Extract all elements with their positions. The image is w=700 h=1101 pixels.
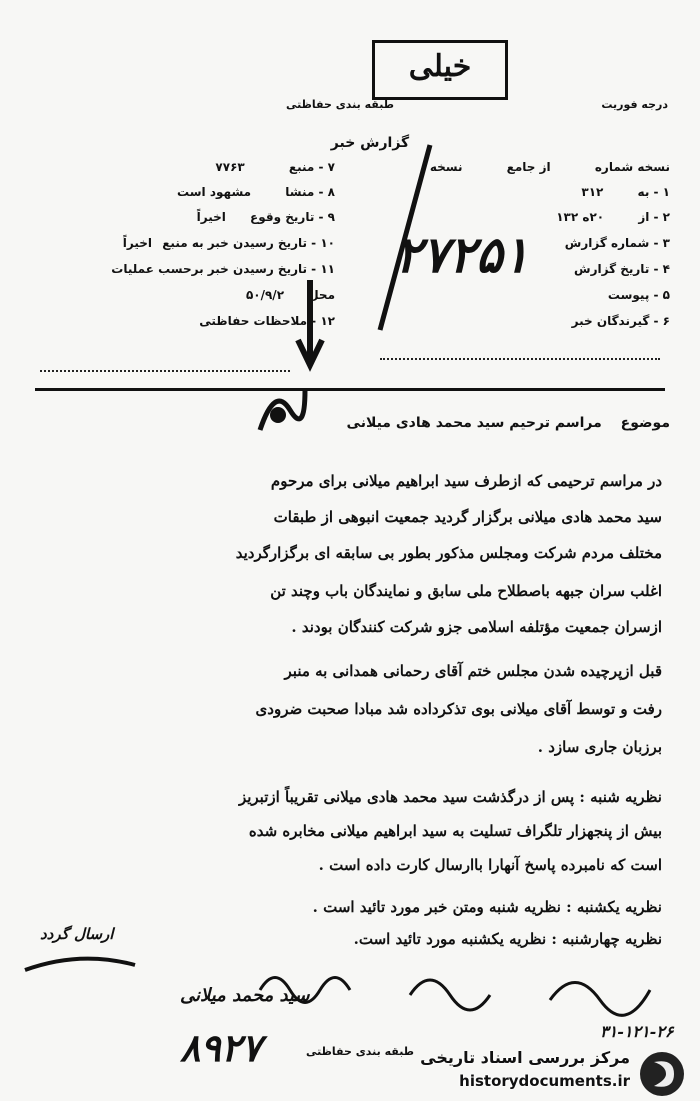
field-label: محل	[308, 288, 335, 302]
handwritten-slash	[360, 140, 450, 340]
field-value: اخیراً	[196, 210, 226, 224]
field-to	[581, 185, 670, 205]
field-label: نسخه شماره	[594, 160, 670, 174]
dotted-line	[40, 370, 290, 372]
field-value: ۵۰/۹/۲	[245, 288, 285, 302]
subject-line	[290, 415, 670, 431]
body-line: برزبان جاری سازد .	[537, 738, 662, 756]
scribble-mark	[250, 380, 310, 440]
watermark-url: historydocuments.ir	[459, 1072, 630, 1090]
margin-underline	[20, 950, 140, 980]
field-label: ۱۰ - تاریخ رسیدن خبر به منبع	[162, 236, 335, 250]
body-line: قبل ازپرچیده شدن مجلس ختم آقای رحمانی همدانی به منبر	[284, 662, 662, 680]
field-origin	[177, 185, 335, 205]
field-label: ۱ - به	[637, 185, 670, 199]
field-label: ۸ - منشا	[285, 185, 335, 199]
field-value: ۷۷۶۳	[215, 160, 245, 174]
dotted-line	[380, 358, 660, 360]
handwritten-number: ۲۷۲۵۱	[395, 225, 530, 284]
field-value: مشهود است	[177, 185, 252, 199]
body-line: نظریه یکشنبه : نظریه شنبه ومتن خبر مورد تائید است .	[312, 898, 662, 916]
watermark-logo-icon	[640, 1052, 684, 1096]
field-value: ۲۰ه ۱۳۲	[556, 210, 605, 224]
field-source	[215, 160, 335, 180]
separator-rule	[35, 388, 665, 391]
body-line: مختلف مردم شرکت ومجلس مذکور بطور بی سابقه ای برگزارگردید	[235, 544, 662, 562]
body-line: نظریه چهارشنبه : نظریه یکشنبه مورد تائید است.	[353, 930, 662, 948]
field-value: ۳۱۲	[581, 185, 604, 199]
signature-name: سید محمد میلانی	[180, 985, 310, 1006]
body-line: رفت و توسط آقای میلانی بوی تذکرداده شد مبادا صحبت ضرودی	[255, 700, 662, 718]
field-report-number: ۳ - شماره گزارش	[564, 236, 670, 250]
body-line: در مراسم ترحیمی که ازطرف سید ابراهیم میلانی برای مرحوم	[270, 472, 662, 490]
subject-text: مراسم ترحیم سید محمد هادی میلانی	[346, 415, 602, 431]
body-line: بیش از پنجهزار تلگراف تسلیت به سید ابراهیم میلانی مخابره شده	[248, 822, 662, 840]
field-copy-number	[430, 160, 670, 180]
field-label: ۷ - منبع	[288, 160, 335, 174]
field-recipients: ۶ - گیرندگان خبر	[571, 314, 670, 328]
body-line: سید محمد هادی میلانی برگزار گردید جمعیت انبوهی از طبقات	[273, 508, 662, 526]
field-label: ۲ - از	[638, 210, 670, 224]
field-value: اخیراً	[122, 236, 153, 250]
classification-stamp	[372, 40, 508, 100]
field-arrival-date-ops: ۱۱ - تاریخ رسیدن خبر برحسب عملیات	[111, 262, 335, 276]
subject-label: موضوع	[620, 415, 670, 431]
body-line: اغلب سران جبهه باصطلاح ملی سابق و نمایندگان باب وچند تن	[270, 582, 662, 600]
field-value: از جامع	[506, 160, 551, 174]
field-security-notes: ۱۲ - ملاحظات حفاظتی	[199, 314, 335, 328]
body-line: است که نامبرده پاسخ آنهارا باارسال کارت داده است .	[318, 856, 662, 874]
field-arrival-date-source	[123, 236, 335, 256]
field-extra: نسخه	[429, 160, 463, 174]
field-from	[556, 210, 670, 230]
body-line: ازسران جمعیت مؤتلفه اسلامی جزو شرکت کنندگان بودند .	[291, 618, 662, 636]
document-code: ۳۱-۱۲۱-۲۶	[600, 1022, 674, 1041]
classification-text: خیلی	[408, 49, 472, 84]
report-title: گزارش خبر	[330, 135, 410, 151]
arrow-mark	[290, 280, 330, 380]
signatures-scribble	[250, 960, 670, 1020]
field-label: ۹ - تاریخ وقوع	[250, 210, 335, 224]
bottom-handwritten-number: ۸۹۲۷	[180, 1025, 262, 1070]
bottom-stamp-label: طبقه بندی حفاظتی	[305, 1045, 415, 1058]
body-line: نظریه شنبه : پس از درگذشت سید محمد هادی میلانی تقریباً ازتبریز	[238, 788, 662, 806]
classification-label: طبقه بندی حفاظتی	[285, 98, 395, 111]
field-attachment: ۵ - پیوست	[607, 288, 670, 302]
field-report-date: ۴ - تاریخ گزارش	[574, 262, 670, 276]
field-occurrence-date	[197, 210, 335, 230]
margin-note: ارسال گردد	[40, 925, 114, 943]
priority-label: درجه فوریت	[601, 98, 668, 111]
watermark-title: مرکز بررسی اسناد تاریخی	[420, 1048, 630, 1067]
